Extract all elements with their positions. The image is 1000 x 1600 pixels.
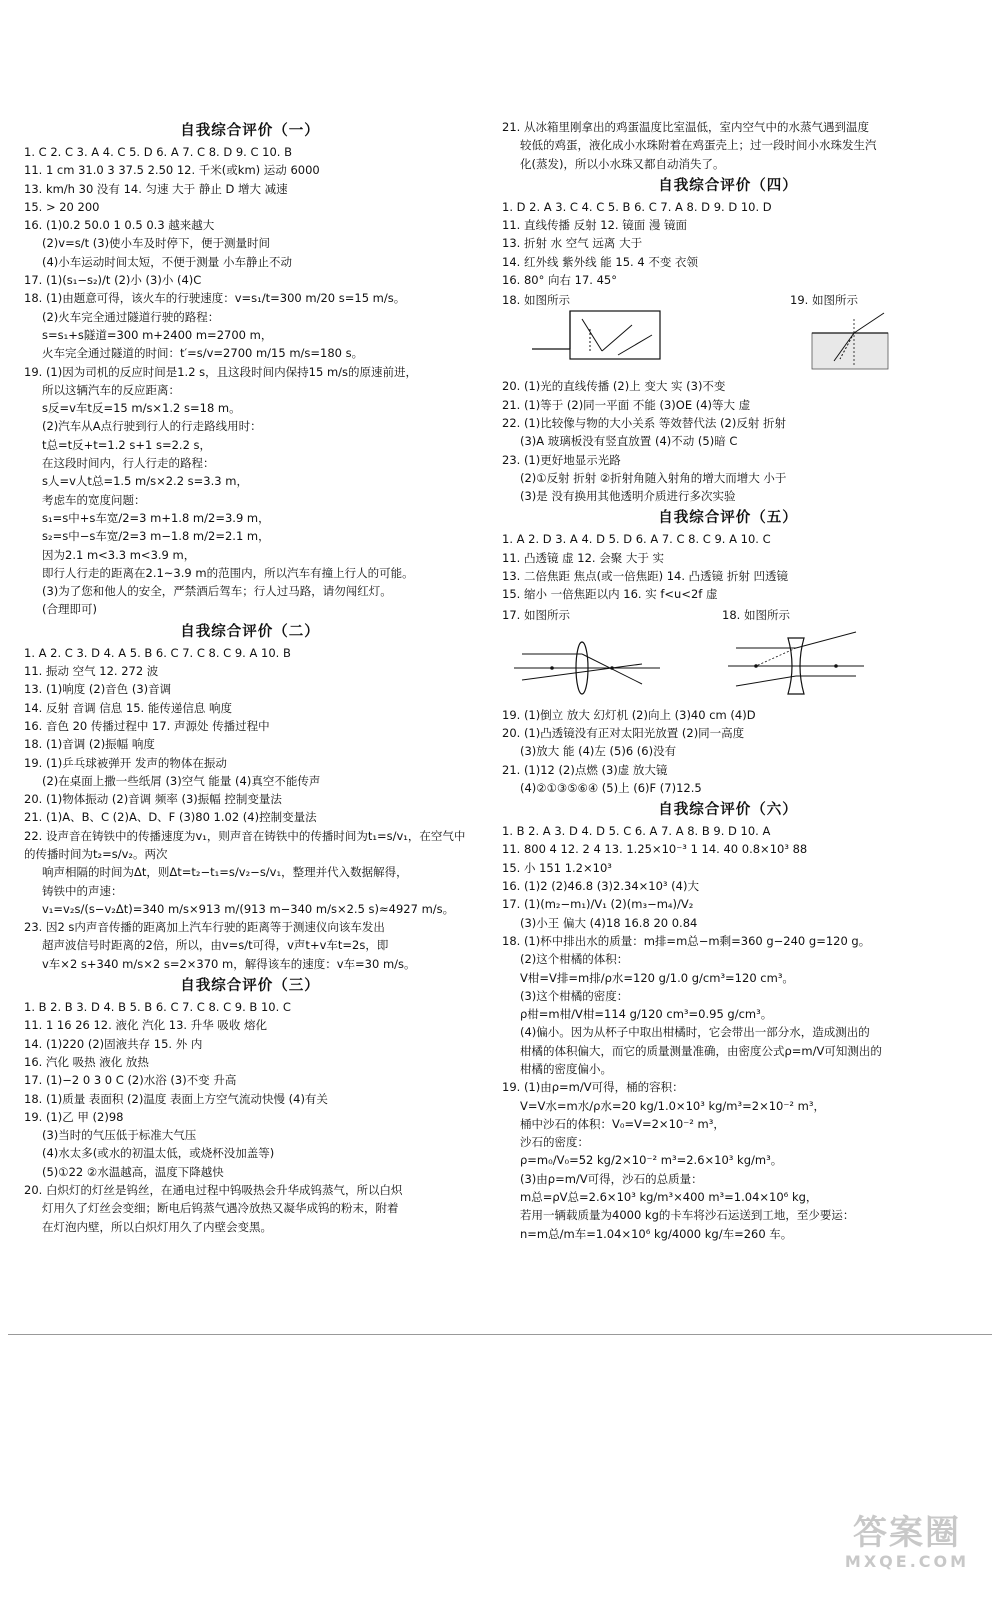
answer-line: (3)由ρ=m/V可得，沙石的总质量： — [520, 1171, 703, 1186]
section-title-6: 自我综合评价（六） — [658, 802, 798, 819]
answer-line: (3)这个柑橘的密度： — [520, 988, 629, 1003]
answer-line: 16. 汽化 吸热 液化 放热 — [24, 1054, 149, 1069]
answer-line: 22. (1)比较像与物的大小关系 等效替代法 (2)反射 折射 — [502, 415, 786, 430]
answer-line: v₁=v₂s/(s−v₂Δt)=340 m/s×913 m/(913 m−340 m/s×2.5 s)≈4927 m/s。 — [42, 901, 455, 916]
answer-line: 18. (1)质量 表面积 (2)温度 表面上方空气流动快慢 (4)有关 — [24, 1091, 328, 1106]
bottom-divider — [8, 1334, 992, 1335]
answer-line: s=s₁+s隧道=300 m+2400 m=2700 m， — [42, 327, 273, 342]
answer-line: 19. (1)乙 甲 (2)98 — [24, 1109, 124, 1124]
answer-line: (2)v=s/t (3)使小车及时停下，便于测量时间 — [42, 236, 271, 251]
answer-line: (5)①22 ②水温越高，温度下降越快 — [42, 1164, 224, 1179]
figure-caption: 17. 如图所示 — [502, 607, 570, 622]
answer-line: (4)水太多(或水的初温太低，或烧杯没加盖等) — [42, 1146, 275, 1161]
answer-line: 15. 缩小 一倍焦距以内 16. 实 f<u<2f 虚 — [502, 587, 718, 602]
answer-line: 18. (1)音调 (2)振幅 响度 — [24, 737, 155, 752]
answer-line: 16. 80° 向右 17. 45° — [502, 273, 617, 288]
answer-line: 1. B 2. B 3. D 4. B 5. B 6. C 7. C 8. C 9. B 10. C — [24, 1000, 291, 1015]
convex-lens-diagram — [512, 628, 662, 698]
answer-line: 13. 二倍焦距 焦点(或一倍焦距) 14. 凸透镜 折射 凹透镜 — [502, 569, 788, 584]
answer-line: (4)偏小。因为从杯子中取出柑橘时，它会带出一部分水，造成测出的 — [520, 1025, 870, 1040]
answer-line: 沙石的密度： — [520, 1135, 589, 1150]
answer-line: 19. (1)乒乓球被弹开 发声的物体在振动 — [24, 755, 227, 770]
answer-line: V柑=V排=m排/ρ水=120 g/1.0 g/cm³=120 cm³。 — [520, 970, 794, 985]
section-2-body — [24, 644, 476, 973]
reflection-diagram — [530, 309, 680, 371]
answer-line: 13. km/h 30 没有 14. 匀速 大于 静止 D 增大 减速 — [24, 181, 288, 196]
answer-line: (2)火车完全通过隧道行驶的路程： — [42, 309, 220, 324]
figure-17-convex-lens — [502, 606, 722, 702]
answer-line: 因为2.1 m<3.3 m<3.9 m， — [42, 547, 196, 562]
answer-line: 16. (1)2 (2)46.8 (3)2.34×10³ (4)大 — [502, 879, 699, 894]
answer-line: 21. 从冰箱里刚拿出的鸡蛋温度比室温低，室内空气中的水蒸气遇到温度 — [502, 120, 869, 134]
refraction-diagram — [810, 311, 890, 371]
answer-line: s₂=s中−s车宽/2=3 m−1.8 m/2=2.1 m， — [42, 529, 270, 544]
answer-line: 23. 因2 s内声音传播的距离加上汽车行驶的距离等于测速仪向该车发出 — [24, 920, 385, 935]
answer-line: 化(蒸发)，所以小水珠又都自动消失了。 — [520, 156, 725, 171]
section-title-5: 自我综合评价（五） — [658, 510, 798, 527]
answer-line: t总=t反+t=1.2 s+1 s=2.2 s， — [42, 437, 212, 452]
answer-line: 考虑车的宽度问题： — [42, 492, 146, 507]
answer-line: 23. (1)更好地显示光路 — [502, 452, 621, 467]
answer-line: 响声相隔的时间为Δt，则Δt=t₂−t₁=s/v₂−s/v₁，整理并代入数据解得， — [42, 865, 408, 880]
answer-line: 21. (1)A、B、C (2)A、D、F (3)80 1.02 (4)控制变量法 — [24, 810, 317, 825]
section-1-body — [24, 143, 476, 619]
answer-line: 19. (1)因为司机的反应时间是1.2 s，且这段时间内保持15 m/s的原速前进， — [24, 364, 418, 379]
answer-line: 1. B 2. A 3. D 4. D 5. C 6. A 7. A 8. B 9. D 10. A — [502, 824, 771, 839]
right-column — [502, 118, 954, 1243]
answer-line: (4)小车运动时间太短，不便于测量 小车静止不动 — [42, 254, 292, 269]
answer-line: 20. 白炽灯的灯丝是钨丝，在通电过程中钨吸热会升华成钨蒸气，所以白炽 — [24, 1183, 403, 1198]
answer-line: (3)A 玻璃板没有竖直放置 (4)不动 (5)暗 C — [520, 434, 738, 449]
answer-line: 20. (1)物体振动 (2)音调 频率 (3)振幅 控制变量法 — [24, 792, 282, 807]
answer-line: (2)①反射 折射 ②折射角随入射角的增大而增大 小于 — [520, 470, 787, 485]
left-column — [24, 118, 476, 1236]
answer-line: s₁=s中+s车宽/2=3 m+1.8 m/2=3.9 m， — [42, 510, 270, 525]
answer-line: 所以这辆汽车的反应距离： — [42, 382, 180, 397]
answer-line: V=V水=m水/ρ水=20 kg/1.0×10³ kg/m³=2×10⁻² m³， — [520, 1098, 825, 1113]
answer-line: 18. (1)由题意可得，该火车的行驶速度：v=s₁/t=300 m/20 s=15 m/s。 — [24, 291, 406, 306]
answer-line: (3)为了您和他人的安全，严禁酒后驾车；行人过马路，请勿闯红灯。 — [42, 584, 392, 599]
answer-line: ρ=m₀/V₀=52 kg/2×10⁻² m³=2.6×10³ kg/m³。 — [520, 1153, 783, 1168]
figure-caption: 18. 如图所示 — [722, 607, 790, 622]
answer-line: 13. 折射 水 空气 远离 大于 — [502, 236, 643, 251]
answer-line: 柑橘的体积偏大，而它的质量测量准确，由密度公式ρ=m/V可知测出的 — [520, 1043, 882, 1058]
section-title-2: 自我综合评价（二） — [180, 623, 320, 640]
site-watermark — [832, 1514, 982, 1574]
answer-line: 13. (1)响度 (2)音色 (3)音调 — [24, 682, 172, 697]
figure-caption: 18. 如图所示 — [502, 293, 570, 308]
answer-line: 若用一辆载质量为4000 kg的卡车将沙石运送到工地，至少要运： — [520, 1208, 855, 1223]
answer-line: 19. (1)倒立 放大 幻灯机 (2)向上 (3)40 cm (4)D — [502, 707, 756, 722]
section-3-continued — [502, 118, 954, 173]
concave-lens-diagram — [726, 626, 866, 700]
answer-line: (4)②①③⑤⑥④ (5)上 (6)F (7)12.5 — [520, 780, 702, 795]
answer-line: 20. (1)凸透镜没有正对太阳光放置 (2)同一高度 — [502, 725, 745, 740]
section-3-body — [24, 998, 476, 1236]
section-title-1: 自我综合评价（一） — [180, 123, 320, 139]
figure-18-concave-lens — [722, 606, 942, 702]
answer-line: 20. (1)光的直线传播 (2)上 变大 实 (3)不变 — [502, 379, 726, 394]
answer-line: (3)小王 偏大 (4)18 16.8 20 0.84 — [520, 915, 698, 930]
section-title-4: 自我综合评价（四） — [658, 177, 798, 194]
answer-line: 11. 凸透镜 虚 12. 会聚 大于 实 — [502, 550, 665, 565]
section-title-3: 自我综合评价（三） — [180, 978, 320, 995]
answer-line: 11. 800 4 12. 2 4 13. 1.25×10⁻³ 1 14. 40 0.8×10³ 88 — [502, 842, 808, 857]
section-4-body — [502, 198, 954, 506]
answer-line: 超声波信号时距离的2倍，所以，由v=s/t可得，v声t+v车t=2s，即 — [42, 938, 389, 953]
answer-line: 1. A 2. D 3. A 4. D 5. D 6. A 7. C 8. C 9. A 10. C — [502, 532, 771, 547]
answer-line: 17. (1)(s₁−s₂)/t (2)小 (3)小 (4)C — [24, 273, 202, 288]
answer-line: 22. 设声音在铸铁中的传播速度为v₁，则声音在铸铁中的传播时间为t₁=s/v₁，在空气中的传播时间为t₂=s/v₂。两次 — [24, 828, 466, 861]
answer-line: 即行人行走的距离在2.1~3.9 m的范围内，所以汽车有撞上行人的可能。 — [42, 565, 414, 580]
answer-line: 灯用久了灯丝会变细；断电后钨蒸气遇冷放热又凝华成钨的粉末，附着 — [42, 1201, 399, 1216]
answer-line: (3)放大 能 (4)左 (5)6 (6)没有 — [520, 744, 677, 759]
answer-line: 1. D 2. A 3. C 4. C 5. B 6. C 7. A 8. D 9. D 10. D — [502, 199, 772, 214]
answer-line: (合理即可) — [42, 602, 97, 617]
watermark-logo-text: 答案圈 — [853, 1513, 961, 1553]
answer-line: 14. 红外线 紫外线 能 15. 4 不变 衣领 — [502, 254, 698, 269]
watermark-url: MXQE.COM — [844, 1552, 970, 1571]
figure-caption: 19. 如图所示 — [790, 293, 858, 308]
answer-line: 17. (1)−2 0 3 0 C (2)水浴 (3)不变 升高 — [24, 1073, 237, 1088]
answer-line: 14. (1)220 (2)固液共存 15. 外 内 — [24, 1036, 203, 1051]
answer-line: v车×2 s+340 m/s×2 s=2×370 m，解得该车的速度：v车=30 m/s。 — [42, 956, 416, 971]
answer-line: 11. 直线传播 反射 12. 镜面 漫 镜面 — [502, 218, 688, 233]
answer-line: 15. > 20 200 — [24, 199, 100, 214]
answer-line: (2)汽车从A点行驶到行人的行走路线用时： — [42, 419, 262, 434]
answer-line: 火车完全通过隧道的时间：t′=s/v=2700 m/15 m/s=180 s。 — [42, 346, 364, 361]
answer-line: 16. (1)0.2 50.0 1 0.5 0.3 越来越大 — [24, 218, 215, 233]
answer-line: 19. (1)由ρ=m/V可得，桶的容积： — [502, 1080, 684, 1095]
answer-line: ρ柑=m柑/V柑=114 g/120 cm³=0.95 g/cm³。 — [520, 1007, 773, 1022]
answer-line: 11. 振动 空气 12. 272 波 — [24, 664, 159, 679]
answer-line: 11. 1 16 26 12. 液化 汽化 13. 升华 吸收 熔化 — [24, 1018, 268, 1033]
answer-line: 11. 1 cm 31.0 3 37.5 2.50 12. 千米(或km) 运动 6000 — [24, 163, 320, 178]
answer-line: 16. 音色 20 传播过程中 17. 声源处 传播过程中 — [24, 718, 270, 733]
answer-line: 21. (1)12 (2)点燃 (3)虚 放大镜 — [502, 762, 668, 777]
answer-line: 21. (1)等于 (2)同一平面 不能 (3)OE (4)等大 虚 — [502, 397, 751, 412]
answer-line: 1. C 2. C 3. A 4. C 5. D 6. A 7. C 8. D 9. C 10. B — [24, 145, 292, 159]
answer-line: s反=v车t反=15 m/s×1.2 s=18 m。 — [42, 401, 241, 416]
answer-line: 在灯泡内壁，所以白炽灯用久了内壁会变黑。 — [42, 1219, 272, 1234]
section-6-body — [502, 822, 954, 1243]
answer-line: 在这段时间内，行人行走的路程： — [42, 456, 215, 471]
answer-line: (2)在桌面上撒一些纸屑 (3)空气 能量 (4)真空不能传声 — [42, 773, 321, 788]
section-5-body — [502, 530, 954, 797]
answer-line: 铸铁中的声速： — [42, 883, 123, 898]
answer-line: (3)是 没有换用其他透明介质进行多次实验 — [520, 489, 736, 504]
answer-line: 15. 小 151 1.2×10³ — [502, 860, 612, 875]
answer-line: 17. (1)(m₂−m₁)/V₁ (2)(m₃−m₄)/V₂ — [502, 897, 694, 912]
answer-line: 14. 反射 音调 信息 15. 能传递信息 响度 — [24, 700, 233, 715]
answer-line: 较低的鸡蛋，液化成小水珠附着在鸡蛋壳上；过一段时间小水珠发生汽 — [520, 138, 877, 153]
answer-line: m总=ρV总=2.6×10³ kg/m³×400 m³=1.04×10⁶ kg， — [520, 1190, 818, 1205]
answer-line: (2)这个柑橘的体积： — [520, 952, 629, 967]
section-5-figures — [502, 606, 954, 702]
answer-line: 1. A 2. C 3. D 4. A 5. B 6. C 7. C 8. C 9. A 10. B — [24, 645, 291, 660]
answer-line: 18. (1)杯中排出水的质量：m排=m总−m剩=360 g−240 g=120 g。 — [502, 933, 871, 948]
section-4-figures — [502, 291, 954, 373]
answer-line: s人=v人t总=1.5 m/s×2.2 s=3.3 m， — [42, 474, 248, 489]
figure-19-refraction — [762, 291, 952, 373]
figure-18-reflection — [502, 291, 762, 373]
answer-line: 桶中沙石的体积：V₀=V=2×10⁻² m³， — [520, 1116, 725, 1131]
answer-line: n=m总/m车=1.04×10⁶ kg/4000 kg/车=260 车。 — [520, 1226, 793, 1241]
answer-line: 柑橘的密度偏小。 — [520, 1061, 612, 1076]
answer-line: (3)当时的气压低于标准大气压 — [42, 1128, 197, 1143]
